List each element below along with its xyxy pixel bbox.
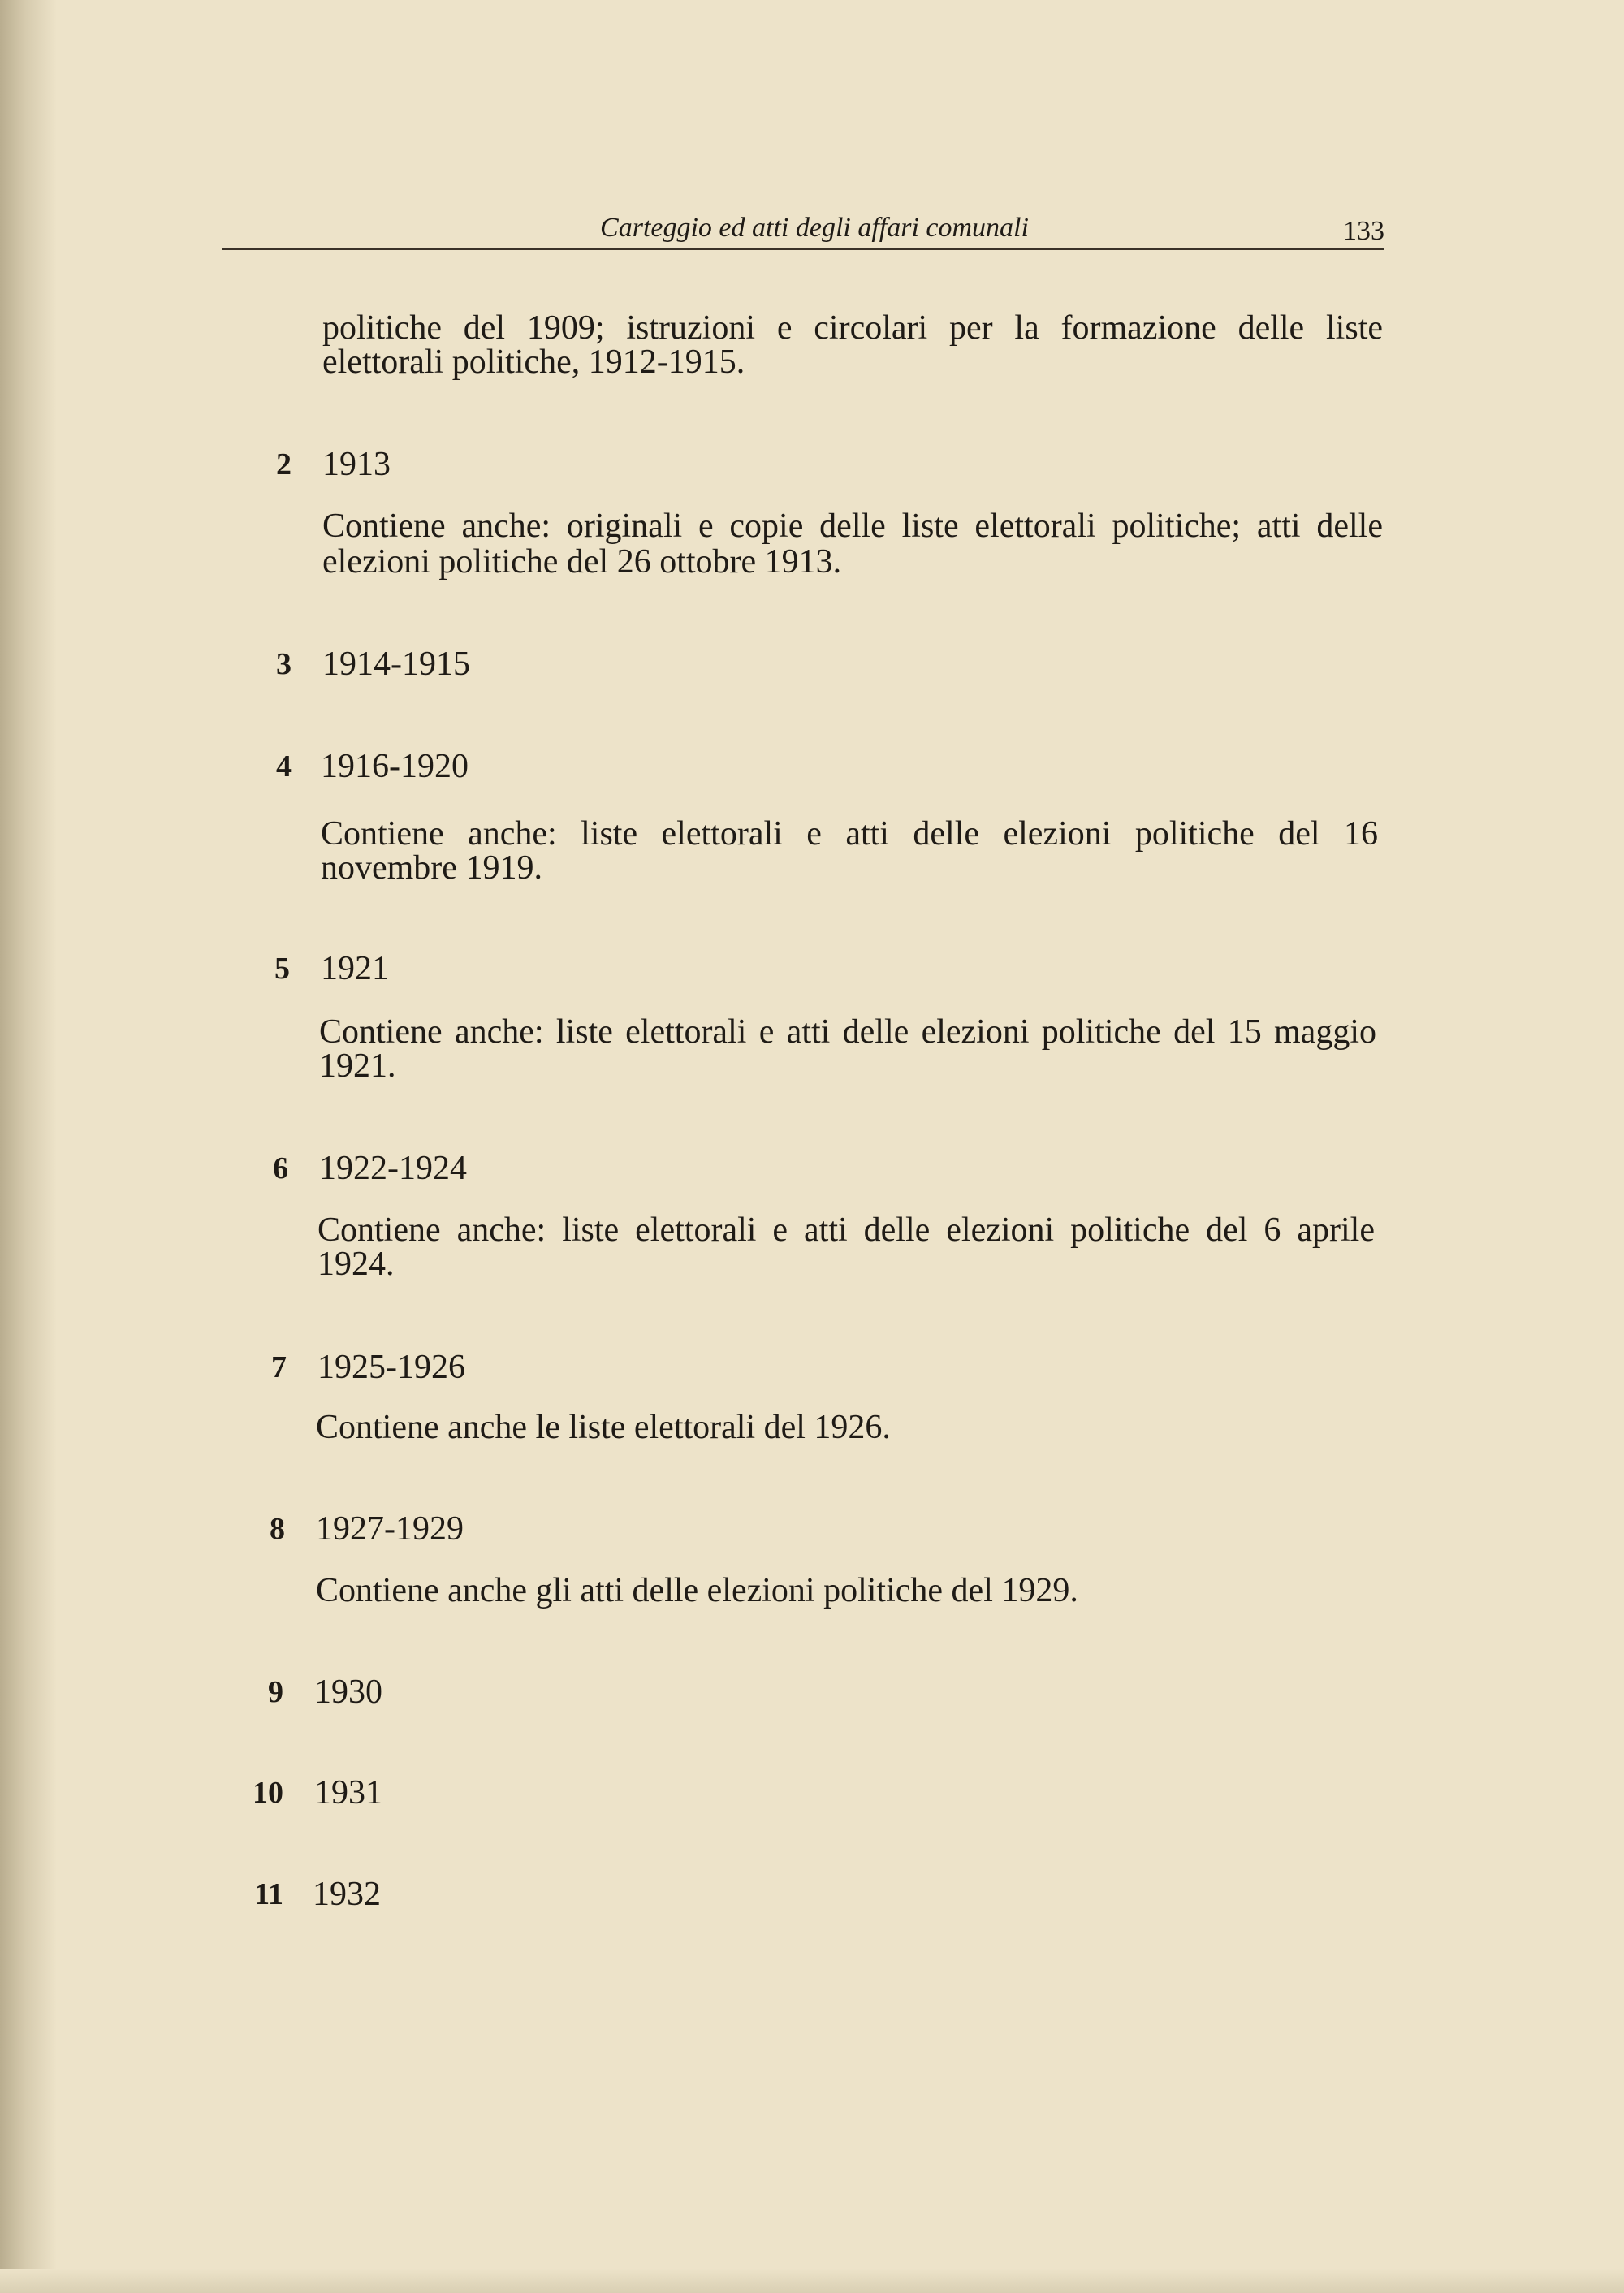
entry-years: 1932 xyxy=(313,1876,381,1913)
entry-number: 9 xyxy=(268,1675,283,1709)
entry-number: 7 xyxy=(271,1350,287,1384)
entry-number: 4 xyxy=(276,749,292,784)
page-number: 133 xyxy=(1343,216,1384,246)
entry-number: 3 xyxy=(276,647,292,681)
entry-number: 10 xyxy=(253,1776,283,1810)
entry-years: 1914-1915 xyxy=(322,646,470,683)
entry-years: 1925-1926 xyxy=(317,1349,465,1386)
running-title: Carteggio ed atti degli affari comunali xyxy=(600,213,1029,243)
intro-line-1: politiche del 1909; istruzioni e circolari per la formazione delle liste xyxy=(322,309,1383,347)
entry-note-line-1: Contiene anche gli atti delle elezioni politiche del 1929. xyxy=(316,1572,1078,1609)
entry-note-line-2: novembre 1919. xyxy=(321,849,542,887)
entry-note-line-1: Contiene anche: liste elettorali e atti delle elezioni politiche del 16 xyxy=(321,815,1378,853)
page-shadow-edge xyxy=(0,0,57,2293)
page-bottom-edge xyxy=(0,2269,1624,2293)
entry-note-line-1: Contiene anche le liste elettorali del 1926. xyxy=(316,1409,891,1446)
entry-number: 5 xyxy=(274,952,290,986)
entry-years: 1921 xyxy=(321,950,389,987)
entry-note-line-1: Contiene anche: originali e copie delle liste elettorali politiche; atti delle xyxy=(322,507,1383,545)
entry-number: 11 xyxy=(254,1877,283,1911)
entry-note-line-2: 1921. xyxy=(319,1047,396,1085)
entry-years: 1930 xyxy=(314,1673,382,1711)
entry-years: 1922-1924 xyxy=(319,1150,467,1187)
intro-line-2: elettorali politiche, 1912-1915. xyxy=(322,343,745,381)
entry-note-line-1: Contiene anche: liste elettorali e atti delle elezioni politiche del 6 aprile xyxy=(317,1211,1375,1249)
entry-number: 6 xyxy=(273,1151,288,1185)
entry-years: 1913 xyxy=(322,446,391,483)
entry-note-line-2: 1924. xyxy=(317,1246,395,1283)
entry-years: 1931 xyxy=(314,1774,382,1812)
entry-number: 2 xyxy=(276,447,292,481)
entry-number: 8 xyxy=(270,1512,285,1546)
entry-note-line-2: elezioni politiche del 26 ottobre 1913. xyxy=(322,543,842,581)
entry-note-line-1: Contiene anche: liste elettorali e atti delle elezioni politiche del 15 maggio xyxy=(319,1013,1376,1051)
entry-years: 1916-1920 xyxy=(321,748,469,785)
entry-years: 1927-1929 xyxy=(316,1510,464,1548)
running-head xyxy=(222,208,1384,250)
